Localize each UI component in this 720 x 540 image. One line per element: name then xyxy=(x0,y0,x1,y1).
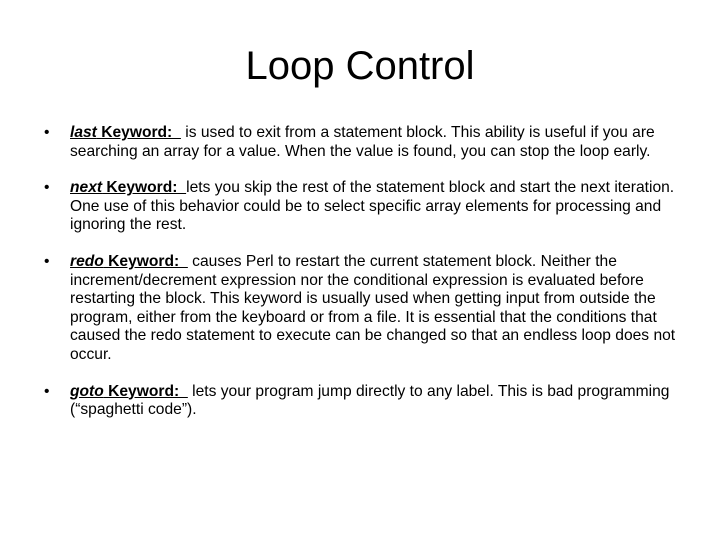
bullet-icon: • xyxy=(44,382,50,400)
bullet-text: causes Perl to restart the current statement block. Neither the increment/decrement expression nor the conditional expression is evaluated before restarting the block. This keyword is usually used when getting input from outside the program, either from the keyboard or from a file. It is essential that the conditions that caused the redo statement to execute can be changed so that an endless loop does not occur. xyxy=(70,252,676,363)
bullet-text: lets your program jump directly to any label. This is bad programming (“spaghetti code”). xyxy=(70,382,670,419)
keyword-last: last xyxy=(70,124,97,141)
keyword-label: Keyword: xyxy=(103,382,188,400)
bullet-icon: • xyxy=(44,124,50,141)
bullet-list xyxy=(44,124,684,438)
bullet-item-goto xyxy=(44,383,684,420)
keyword-label: Keyword: xyxy=(103,252,188,270)
keyword-label: Keyword: xyxy=(96,124,181,141)
bullet-text: lets you skip the rest of the statement block and start the next iteration. One use of this behavior could be to select specific array elements for processing and ignoring the rest. xyxy=(70,179,675,234)
bullet-icon: • xyxy=(44,252,50,270)
keyword-redo: redo xyxy=(70,252,104,270)
slide-title: Loop Control xyxy=(245,44,475,88)
keyword-next: next xyxy=(70,179,103,197)
bullet-item-next xyxy=(44,179,684,235)
keyword-goto: goto xyxy=(70,382,104,400)
keyword-label: Keyword: xyxy=(102,179,187,197)
bullet-text: is used to exit from a statement block. This ability is useful if you are searching an array for a value. When the value is found, you can stop the loop early. xyxy=(70,124,655,160)
bullet-icon: • xyxy=(44,179,50,197)
bullet-item-last xyxy=(44,124,684,161)
bullet-item-redo xyxy=(44,253,684,365)
